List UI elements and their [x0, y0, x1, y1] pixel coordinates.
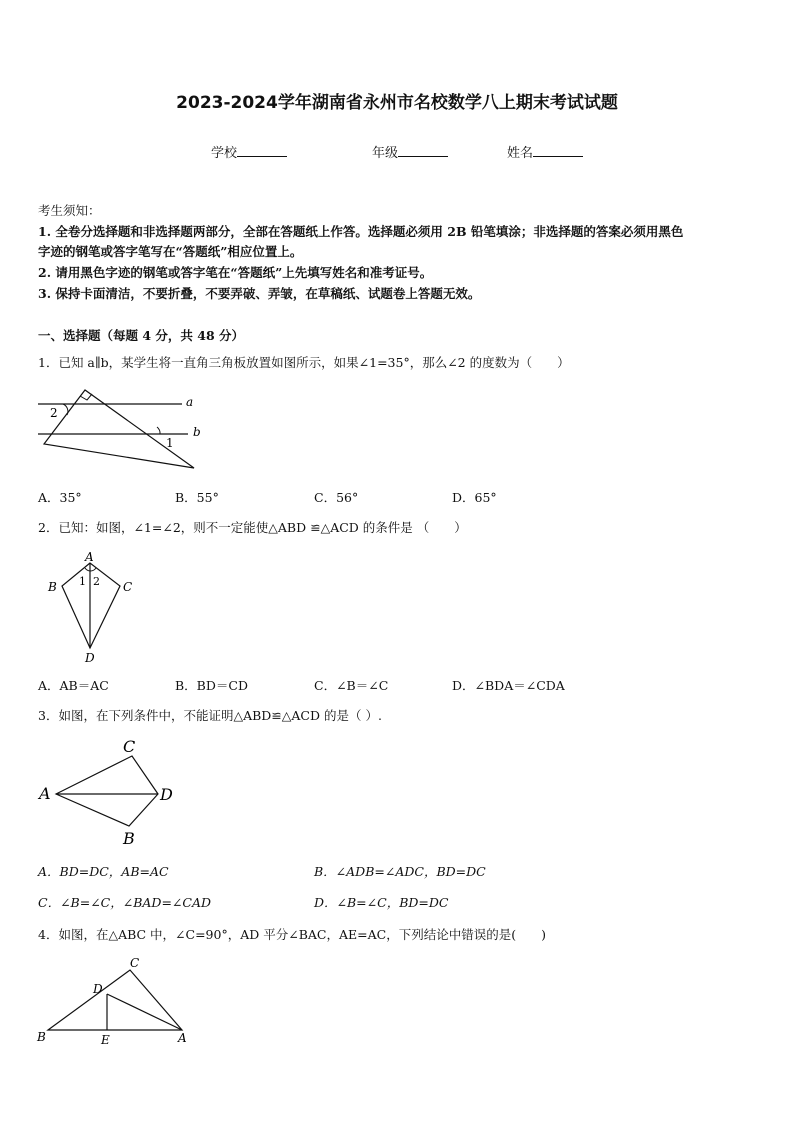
- label-angle-2: 2: [93, 575, 100, 588]
- question-3-option-c: C．∠B=∠C，∠BAD=∠CAD: [38, 895, 212, 910]
- notice-line-1: 1. 全卷分选择题和非选择题两部分，全部在答题纸上作答。选择题必须用 2B 铅笔填涂；非选择题的答案必须用黑色: [38, 224, 684, 239]
- angle-1-arc: [85, 568, 90, 571]
- grade-label: 年级: [372, 146, 399, 161]
- triangle: [44, 390, 194, 468]
- question-1-option-c: C．56°: [314, 490, 359, 505]
- page-title: 2023-2024学年湖南省永州市名校数学八上期末考试试题: [176, 93, 618, 113]
- label-C: C: [123, 737, 136, 756]
- quadrilateral: [56, 756, 158, 826]
- label-angle-2: 2: [50, 406, 58, 420]
- notice-line-4: 3. 保持卡面清洁，不要折叠，不要弄破、弄皱，在草稿纸、试题卷上答题无效。: [38, 286, 481, 301]
- angle-2-arc: [90, 568, 96, 571]
- name-field: [507, 142, 583, 161]
- label-A: A: [178, 1031, 187, 1045]
- question-3-option-d: D．∠B=∠C，BD=DC: [314, 895, 449, 910]
- question-3-option-a: A．BD=DC，AB=AC: [38, 864, 169, 879]
- label-angle-1: 1: [79, 575, 86, 588]
- question-2-option-c: C．∠B＝∠C: [314, 678, 389, 693]
- section-heading: 一、选择题（每题 4 分，共 48 分）: [38, 328, 245, 343]
- label-B: B: [48, 580, 57, 594]
- question-2-option-d: D．∠BDA＝∠CDA: [452, 678, 565, 693]
- kite: [62, 563, 120, 648]
- label-b: b: [193, 425, 201, 439]
- question-4-figure: [34, 954, 204, 1050]
- grade-blank: [398, 144, 448, 157]
- label-C: C: [130, 956, 140, 970]
- label-B: B: [37, 1030, 46, 1044]
- question-3-option-b: B．∠ADB=∠ADC，BD=DC: [314, 864, 486, 879]
- label-a: a: [186, 395, 194, 409]
- notice-line-2: 字迹的钢笔或答字笔写在“答题纸”相应位置上。: [38, 244, 303, 259]
- question-2-option-b: B．BD＝CD: [175, 678, 248, 693]
- question-3-stem: 3．如图，在下列条件中，不能证明△ABD≌△ACD 的是（ ）.: [38, 708, 382, 723]
- question-1-figure: [36, 386, 216, 476]
- name-label: 姓名: [507, 146, 534, 161]
- label-D: D: [93, 982, 103, 996]
- question-1-option-a: A．35°: [38, 490, 82, 505]
- notice-heading: 考生须知：: [38, 203, 101, 218]
- name-blank: [533, 144, 583, 157]
- angle-1-arc: [157, 427, 160, 434]
- question-1-option-d: D．65°: [452, 490, 497, 505]
- grade-field: [372, 142, 448, 161]
- question-4-stem: 4．如图，在△ABC 中，∠C=90°，AD 平分∠BAC，AE=AC，下列结论中错误的是( ): [38, 927, 546, 942]
- angle-2-arc: [63, 404, 68, 415]
- label-E: E: [101, 1033, 110, 1047]
- label-B: B: [123, 829, 135, 848]
- school-label: 学校: [211, 146, 238, 161]
- question-1-option-b: B．55°: [175, 490, 219, 505]
- school-field: [211, 142, 287, 161]
- label-angle-1: 1: [166, 436, 174, 450]
- label-A: A: [39, 784, 51, 803]
- question-2-option-a: A．AB＝AC: [38, 678, 109, 693]
- question-3-figure: [36, 736, 186, 848]
- school-blank: [237, 144, 287, 157]
- segment-ad: [107, 994, 182, 1030]
- question-2-figure: [40, 548, 140, 668]
- label-C: C: [123, 580, 133, 594]
- notice-line-3: 2. 请用黑色字迹的钢笔或答字笔在“答题纸”上先填写姓名和准考证号。: [38, 265, 433, 280]
- label-D: D: [160, 785, 173, 804]
- label-A: A: [85, 550, 94, 564]
- label-D: D: [85, 651, 95, 665]
- question-2-stem: 2．已知：如图，∠1=∠2，则不一定能使△ABD ≌△ACD 的条件是 （ ）: [38, 520, 467, 535]
- question-1-stem: 1．已知 a∥b，某学生将一直角三角板放置如图所示，如果∠1=35°，那么∠2 的度数为（ ）: [38, 355, 570, 370]
